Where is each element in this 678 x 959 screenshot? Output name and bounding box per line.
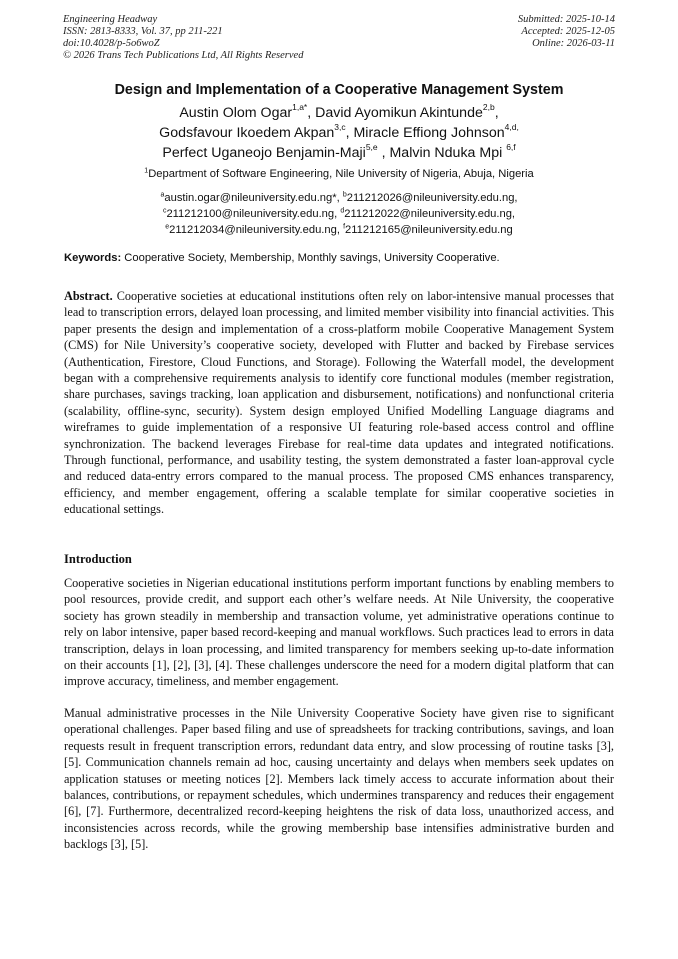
email-address[interactable]: 211212026@nileuniversity.edu.ng, [346, 192, 518, 204]
email-superscript: f [343, 223, 346, 231]
abstract [64, 288, 614, 518]
affiliation-text: Department of Software Engineering, Nile University of Nigeria, Abuja, Nigeria [148, 168, 534, 180]
author-list [40, 103, 638, 163]
email-list [40, 190, 638, 238]
author-name: Perfect Uganeojo Benjamin-Maji [162, 145, 366, 161]
keywords-text: Cooperative Society, Membership, Monthly savings, University Cooperative. [121, 252, 500, 264]
author-separator: , [494, 105, 499, 121]
email-address[interactable]: 211212100@nileuniversity.edu.ng, [166, 208, 341, 220]
online-date: Online: 2026-03-11 [532, 38, 615, 49]
author-name: Miracle Effiong Johnson [353, 125, 505, 141]
abstract-label: Abstract. [64, 289, 113, 303]
author-separator: , [377, 145, 390, 161]
email-address[interactable]: austin.ogar@nileuniversity.edu.ng*, [164, 192, 343, 204]
keywords-label: Keywords: [64, 252, 122, 264]
introduction-heading: Introduction [64, 552, 132, 566]
author-superscript: 5,e [365, 142, 378, 153]
email-superscript: e [165, 223, 170, 231]
author-superscript: 3,c [334, 122, 346, 133]
introduction-paragraph: Manual administrative processes in the Nile University Cooperative Society have given rise to significant operational challenges. Paper based filing and use of spreadsheets for tracking contributions, savings, and loan requests result in frequent transcription errors, redundant data entry, and slow processing of routine tasks [3], [5]. Communication channels remain ad hoc, causing uncertainty and delays when members seek updates on application statuses or meeting notices [2]. Members lack timely access to accurate information about their balances, contributions, or repayment schedules, which undermines transparency and reduces their engagement [6], [7]. Furthermore, decentralized record-keeping heightens the risk of data loss, unauthorized access, and inconsistencies across records, while the growing membership base intensifies administrative burden and backlogs [3], [5]. [64, 706, 614, 852]
author-name: Austin Olom Ogar [179, 105, 293, 121]
author-superscript: 6,f [506, 142, 516, 153]
email-address[interactable]: 211212034@nileuniversity.edu.ng, [169, 224, 344, 236]
issn-line: ISSN: 2813-8333, Vol. 37, pp 211-221 [63, 26, 223, 37]
email-address[interactable]: 211212165@nileuniversity.edu.ng [345, 224, 513, 236]
author-superscript: 4,d, [504, 122, 519, 133]
author-name: David Ayomikun Akintunde [315, 105, 483, 121]
author-name: Malvin Nduka Mpi [389, 145, 507, 161]
journal-info [63, 14, 303, 62]
affiliation-superscript: 1 [144, 167, 149, 175]
paper-title: Design and Implementation of a Cooperative Management System [114, 82, 564, 98]
copyright-line: © 2026 Trans Tech Publications Ltd, All Rights Reserved [63, 50, 304, 61]
author-separator: , [345, 125, 354, 141]
email-superscript: d [340, 207, 345, 215]
email-superscript: b [342, 191, 347, 199]
email-superscript: a [160, 191, 165, 199]
author-separator: , [307, 105, 316, 121]
affiliation [40, 168, 638, 180]
introduction-paragraph: Cooperative societies in Nigerian educational institutions perform important functions by enabling members to pool resources, provide credit, and support each other’s welfare needs. At Nile University, the cooperative society has grown steadily in membership and transaction volume, yet administrative operations continue to rely on labor intensive, paper based record-keeping and manual workflows. Such practices lead to errors in data transcription, delays in loan processing, and limited transparency for members seeking up-to-date information on their accounts [1], [2], [3], [4]. These challenges underscore the need for a modern digital platform that can improve accuracy, timeliness, and member engagement. [64, 576, 614, 689]
abstract-text: Cooperative societies at educational institutions often rely on labor-intensive manual processes that lead to transcription errors, delayed loan processing, and limited member visibility into financial activities. This paper presents the design and implementation of a cross-platform mobile Cooperative Management System (CMS) for Nile University’s cooperative society, developed with Flutter and backed by Firebase services (Authentication, Firestore, Cloud Functions, and Storage). Following the Waterfall model, the development began with a comprehensive requirements analysis to identify core functional modules (member registration, share purchases, savings tracking, loan application and disbursement, notifications) and nonfunctional criteria (scalability, offline-sync, security). System design employed Unified Modelling Language diagrams and wireframes to guide implementation of a responsive UI featuring role-based access control and offline synchronization. The backend leverages Firebase for real-time data updates and integrated notifications. Through functional, performance, and usability testing, the system demonstrated a faster loan-approval cycle and reduced data-entry errors compared to the manual process. The proposed CMS enhances transparency, efficiency, and member engagement, offering a scalable template for similar cooperative societies in educational settings. [64, 289, 614, 517]
journal-name: Engineering Headway [63, 14, 158, 25]
keywords [64, 252, 614, 264]
accepted-date: Accepted: 2025-12-05 [521, 26, 615, 37]
author-superscript: 1,a* [292, 102, 308, 113]
email-superscript: c [162, 207, 167, 215]
author-name: Godsfavour Ikoedem Akpan [159, 125, 335, 141]
email-address[interactable]: 211212022@nileuniversity.edu.ng, [344, 208, 516, 220]
submitted-date: Submitted: 2025-10-14 [517, 14, 615, 25]
doi-line[interactable]: doi:10.4028/p-5o6woZ [63, 38, 160, 49]
author-superscript: 2,b [482, 102, 495, 113]
publication-dates [518, 14, 615, 50]
